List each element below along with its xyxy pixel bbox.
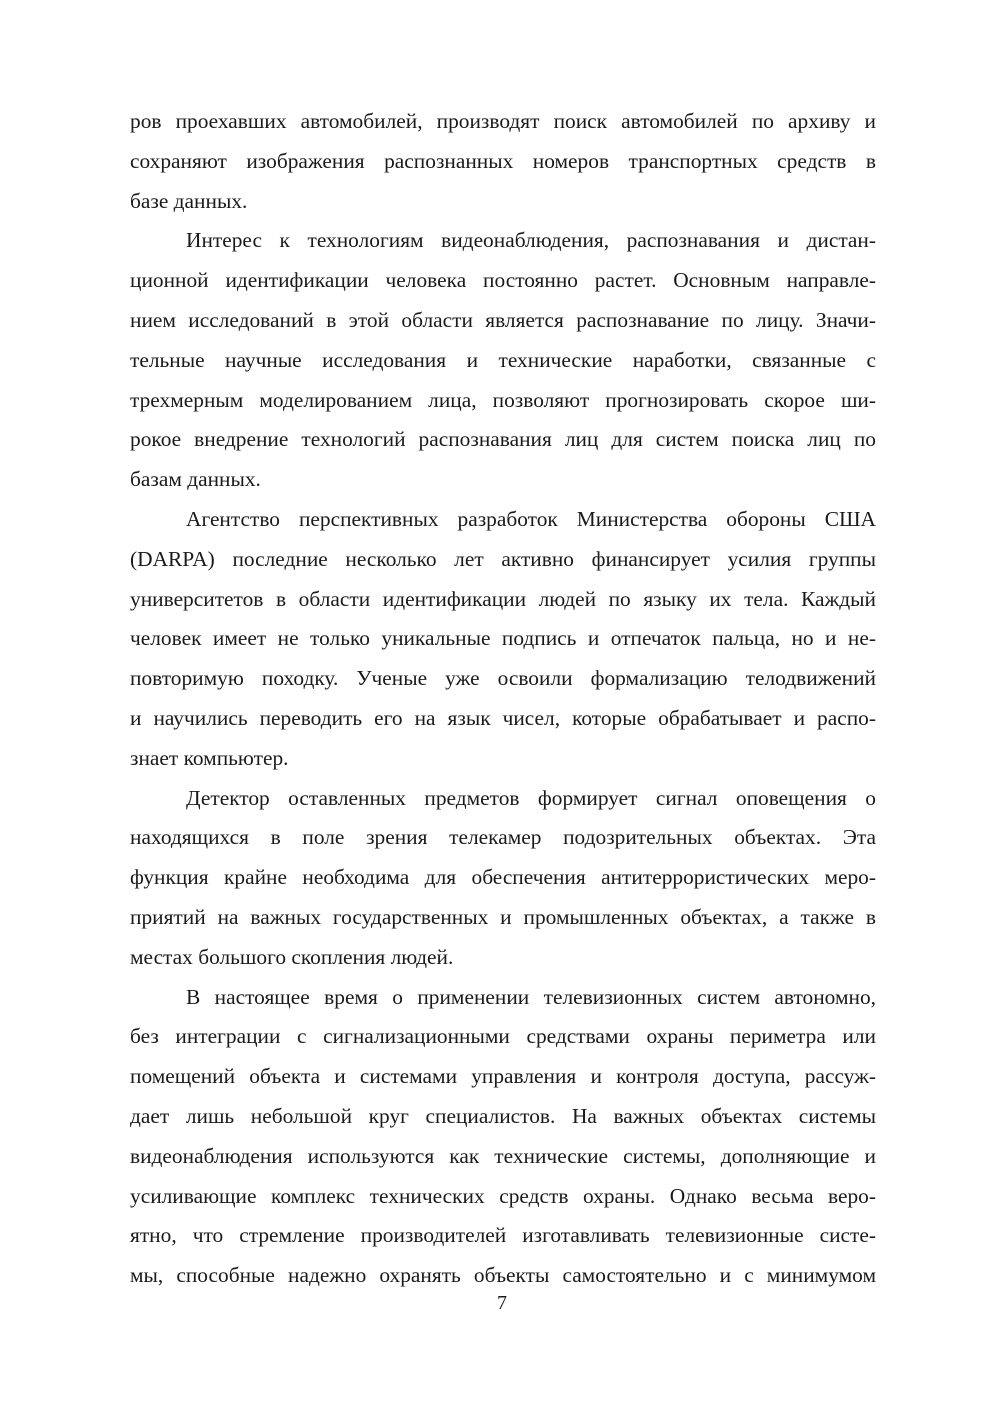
text-line: базе данных. [130,188,248,213]
paragraph-first-line: В настоящее время о применении телевизионных систем автономно, [186,984,876,1009]
paragraph-first-line: Агентство перспективных разработок Министерства обороны США [186,506,876,531]
text-line: функция крайне необходима для обеспечения антитеррористических меро- [130,865,876,890]
text-line: рокое внедрение технологий распознавания лиц для систем поиска лиц по [130,427,876,452]
text-line: помещений объекта и системами управления и контроля доступа, рассуж- [130,1064,876,1089]
text-line: ционной идентификации человека постоянно растет. Основным направле- [130,268,876,293]
body-text [130,102,876,1296]
paragraph-first-line: Детектор оставленных предметов формирует сигнал оповещения о [186,785,876,810]
text-line: без интеграции с сигнализационными средствами охраны периметра или [130,1024,876,1049]
text-line: находящихся в поле зрения телекамер подозрительных объектах. Эта [130,825,876,850]
text-line: тельные научные исследования и технические наработки, связанные с [130,347,876,372]
text-line: усиливающие комплекс технических средств охраны. Однако весьма веро- [130,1183,876,1208]
text-line: нием исследований в этой области является распознавание по лицу. Значи- [130,307,876,332]
text-line: (DARPA) последние несколько лет активно финансирует усилия группы [130,546,876,571]
page-number: 7 [497,1292,507,1314]
text-line: дает лишь небольшой круг специалистов. На важных объектах системы [130,1103,876,1128]
text-line: университетов в области идентификации людей по языку их тела. Каждый [130,586,876,611]
text-line: знает компьютер. [130,745,289,770]
text-line: местах большого скопления людей. [130,944,454,969]
text-line: базам данных. [130,467,261,492]
text-line: ятно, что стремление производителей изготавливать телевизионные систе- [130,1223,876,1248]
text-line: видеонаблюдения используются как технические системы, дополняющие и [130,1143,876,1168]
text-line: ров проехавших автомобилей, производят поиск автомобилей по архиву и [130,109,876,133]
paragraph-first-line: Интерес к технологиям видеонаблюдения, распознавания и дистан- [186,228,876,253]
text-line: человек имеет не только уникальные подпись и отпечаток пальца, но и не- [130,626,876,651]
text-line: приятий на важных государственных и промышленных объектах, а также в [130,904,876,929]
text-line: и научились переводить его на язык чисел, которые обрабатывает и распо- [130,705,876,730]
text-line: повторимую походку. Ученые уже освоили формализацию телодвижений [130,666,876,691]
text-line: сохраняют изображения распознанных номеров транспортных средств в [130,148,876,173]
text-line: мы, способные надежно охранять объекты самостоятельно и с минимумом [130,1263,876,1288]
text-line: трехмерным моделированием лица, позволяют прогнозировать скорое ши- [130,387,876,412]
